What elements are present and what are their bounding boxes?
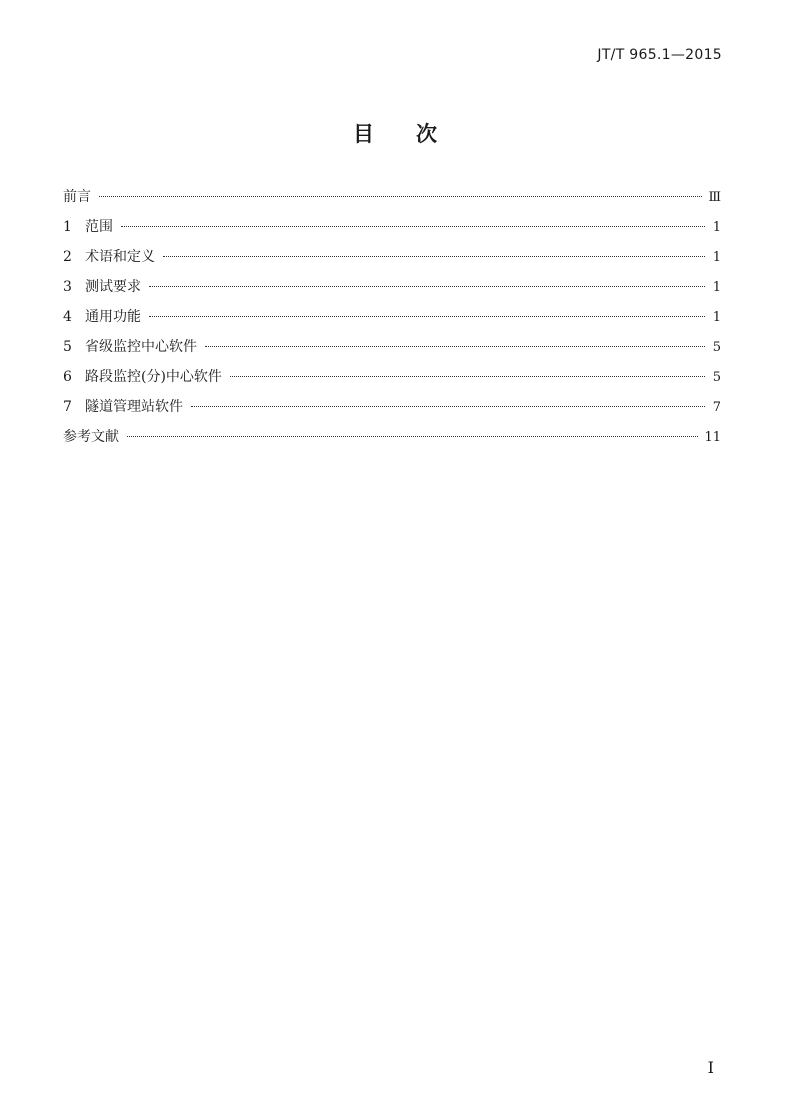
toc-entry-number: 4 (63, 309, 72, 325)
dot-leader (149, 315, 705, 317)
toc-entry-label: 隧道管理站软件 (85, 399, 183, 415)
toc-entry-number: 6 (63, 369, 72, 385)
toc-entry-general-functions[interactable] (63, 307, 721, 337)
toc-entry-label: 省级监控中心软件 (85, 339, 197, 355)
toc-entry-page: 5 (712, 370, 721, 385)
page-title (0, 118, 790, 148)
toc-entry-section-center-software[interactable] (63, 367, 721, 397)
page-title-char-2: 次 (416, 122, 437, 146)
dot-leader (191, 405, 705, 407)
dot-leader (99, 195, 702, 197)
page-number: I (707, 1058, 714, 1077)
toc-entry-number: 5 (63, 339, 72, 355)
toc-entry-label: 前言 (63, 189, 91, 205)
toc-entry-number: 2 (63, 249, 72, 265)
toc-entry-scope[interactable] (63, 217, 721, 247)
toc-entry-label: 测试要求 (85, 279, 141, 295)
toc-entry-foreword[interactable] (63, 187, 721, 217)
toc-entry-number: 1 (63, 219, 72, 235)
toc-entry-page: 1 (712, 310, 721, 325)
toc-entry-references[interactable] (63, 427, 721, 457)
toc-entry-number: 7 (63, 399, 72, 415)
toc-entry-label: 术语和定义 (85, 249, 155, 265)
toc-entry-page: 1 (712, 250, 721, 265)
document-number: JT/T 965.1—2015 (597, 47, 722, 63)
toc-entry-label: 参考文献 (63, 429, 119, 445)
dot-leader (149, 285, 705, 287)
table-of-contents (63, 187, 721, 457)
toc-entry-provincial-center-software[interactable] (63, 337, 721, 367)
toc-entry-label: 通用功能 (85, 309, 141, 325)
page-title-char-1: 目 (353, 122, 374, 146)
dot-leader (121, 225, 705, 227)
dot-leader (163, 255, 705, 257)
toc-entry-page: 1 (712, 220, 721, 235)
toc-entry-label: 路段监控(分)中心软件 (85, 369, 222, 385)
toc-entry-page: 5 (712, 340, 721, 355)
toc-entry-terms[interactable] (63, 247, 721, 277)
dot-leader (230, 375, 705, 377)
dot-leader (127, 435, 698, 437)
toc-entry-page: 7 (712, 400, 721, 415)
dot-leader (205, 345, 705, 347)
toc-entry-test-requirements[interactable] (63, 277, 721, 307)
toc-entry-number: 3 (63, 279, 72, 295)
toc-entry-label: 范围 (85, 219, 113, 235)
toc-entry-tunnel-station-software[interactable] (63, 397, 721, 427)
toc-entry-page: Ⅲ (708, 190, 721, 205)
toc-entry-page: 11 (704, 430, 721, 445)
toc-entry-page: 1 (712, 280, 721, 295)
